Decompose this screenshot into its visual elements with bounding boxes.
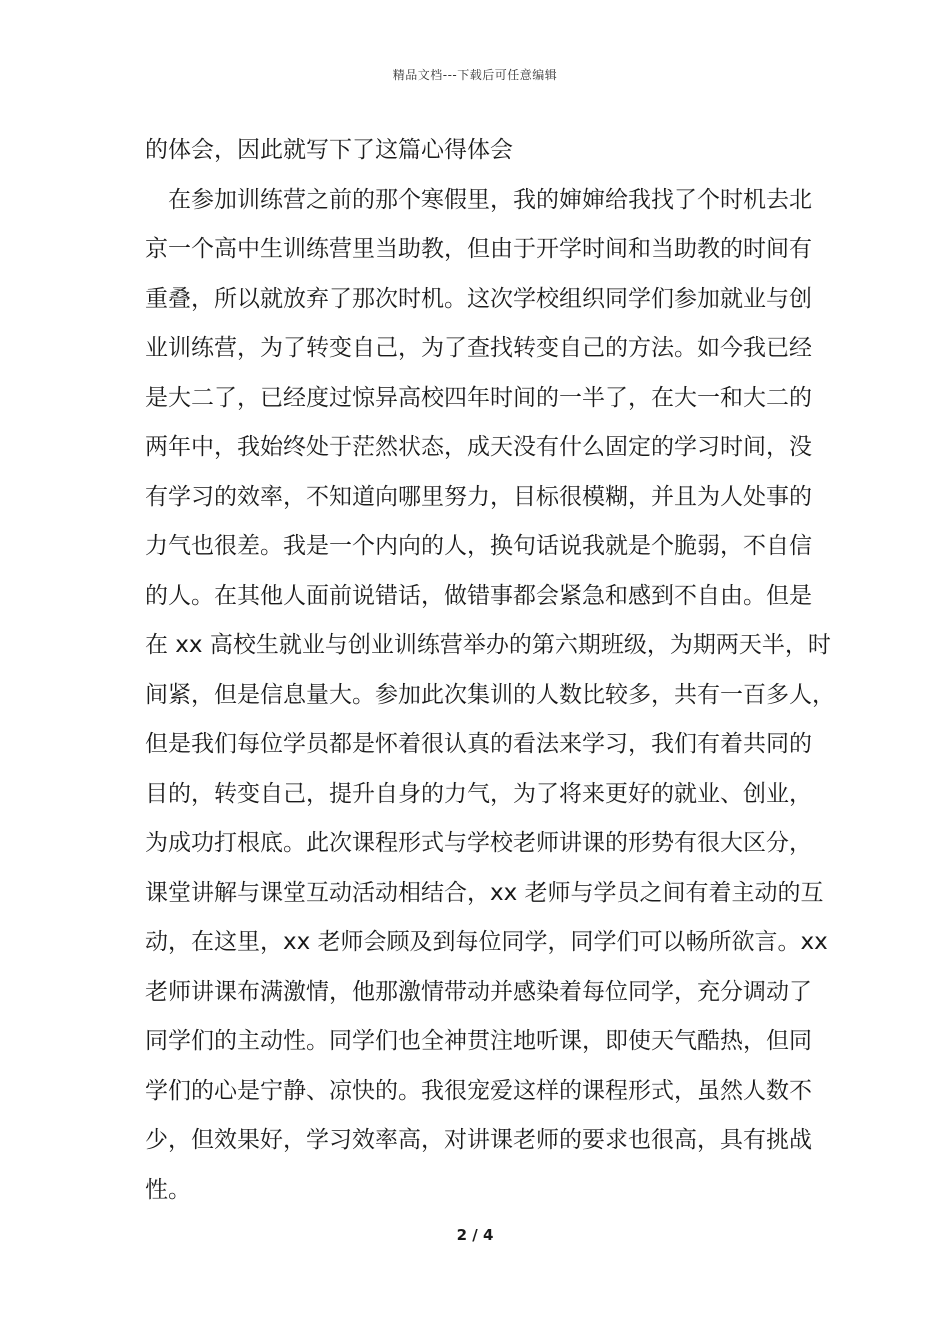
body-text — [145, 126, 835, 1215]
text-line: 是大二了，已经度过惊异高校四年时间的一半了，在大一和大二的 — [145, 384, 812, 411]
text-line: 为成功打根底。此次课程形式与学校老师讲课的形势有很大区分， — [145, 830, 812, 856]
text-line: 间紧，但是信息量大。参加此次集训的人数比较多，共有一百多人， — [145, 681, 835, 708]
text-line: 的体会，因此就写下了这篇心得体会 — [145, 137, 513, 163]
text-line: 重叠，所以就放弃了那次时机。这次学校组织同学们参加就业与创 — [145, 285, 812, 312]
text-line: 两年中，我始终处于茫然状态，成天没有什么固定的学习时间，没 — [145, 434, 812, 460]
text-line: 老师讲课布满激情，他那激情带动并感染着每位同学，充分调动了 — [145, 978, 812, 1005]
page-header: 精品文档---下载后可任意编辑 — [392, 68, 558, 82]
page-number: 2 / 4 — [456, 1226, 494, 1244]
text-line: 在 xx 高校生就业与创业训练营举办的第六期班级，为期两天半，时 — [145, 632, 831, 658]
text-line: 学们的心是宁静、凉快的。我很宠爱这样的课程形式，虽然人数不 — [145, 1077, 812, 1104]
text-line: 少，但效果好，学习效率高，对讲课老师的要求也很高，具有挑战 — [145, 1127, 812, 1153]
text-line: 的人。在其他人面前说错话，做错事都会紧急和感到不自由。但是 — [145, 582, 812, 609]
text-line: 有学习的效率，不知道向哪里努力，目标很模糊，并且为人处事的 — [145, 483, 812, 510]
text-line: 但是我们每位学员都是怀着很认真的看法来学习，我们有着共同的 — [145, 731, 812, 757]
text-line: 同学们的主动性。同学们也全神贯注地听课，即使天气酷热，但同 — [145, 1028, 812, 1054]
text-line: 动，在这里，xx 老师会顾及到每位同学，同学们可以畅所欲言。xx — [145, 929, 828, 955]
text-line: 性。 — [145, 1176, 191, 1203]
text-line: 课堂讲解与课堂互动活动相结合，xx 老师与学员之间有着主动的互 — [145, 879, 824, 906]
text-line: 目的，转变自己，提升自身的力气，为了将来更好的就业、创业， — [145, 780, 812, 807]
text-line: 业训练营，为了转变自己，为了查找转变自己的方法。如今我已经 — [145, 335, 812, 361]
text-line: 力气也很差。我是一个内向的人，换句话说我就是个脆弱，不自信 — [145, 533, 812, 559]
text-line: 在参加训练营之前的那个寒假里，我的婶婶给我找了个时机去北 — [145, 186, 812, 213]
text-line: 京一个高中生训练营里当助教，但由于开学时间和当助教的时间有 — [145, 236, 812, 262]
